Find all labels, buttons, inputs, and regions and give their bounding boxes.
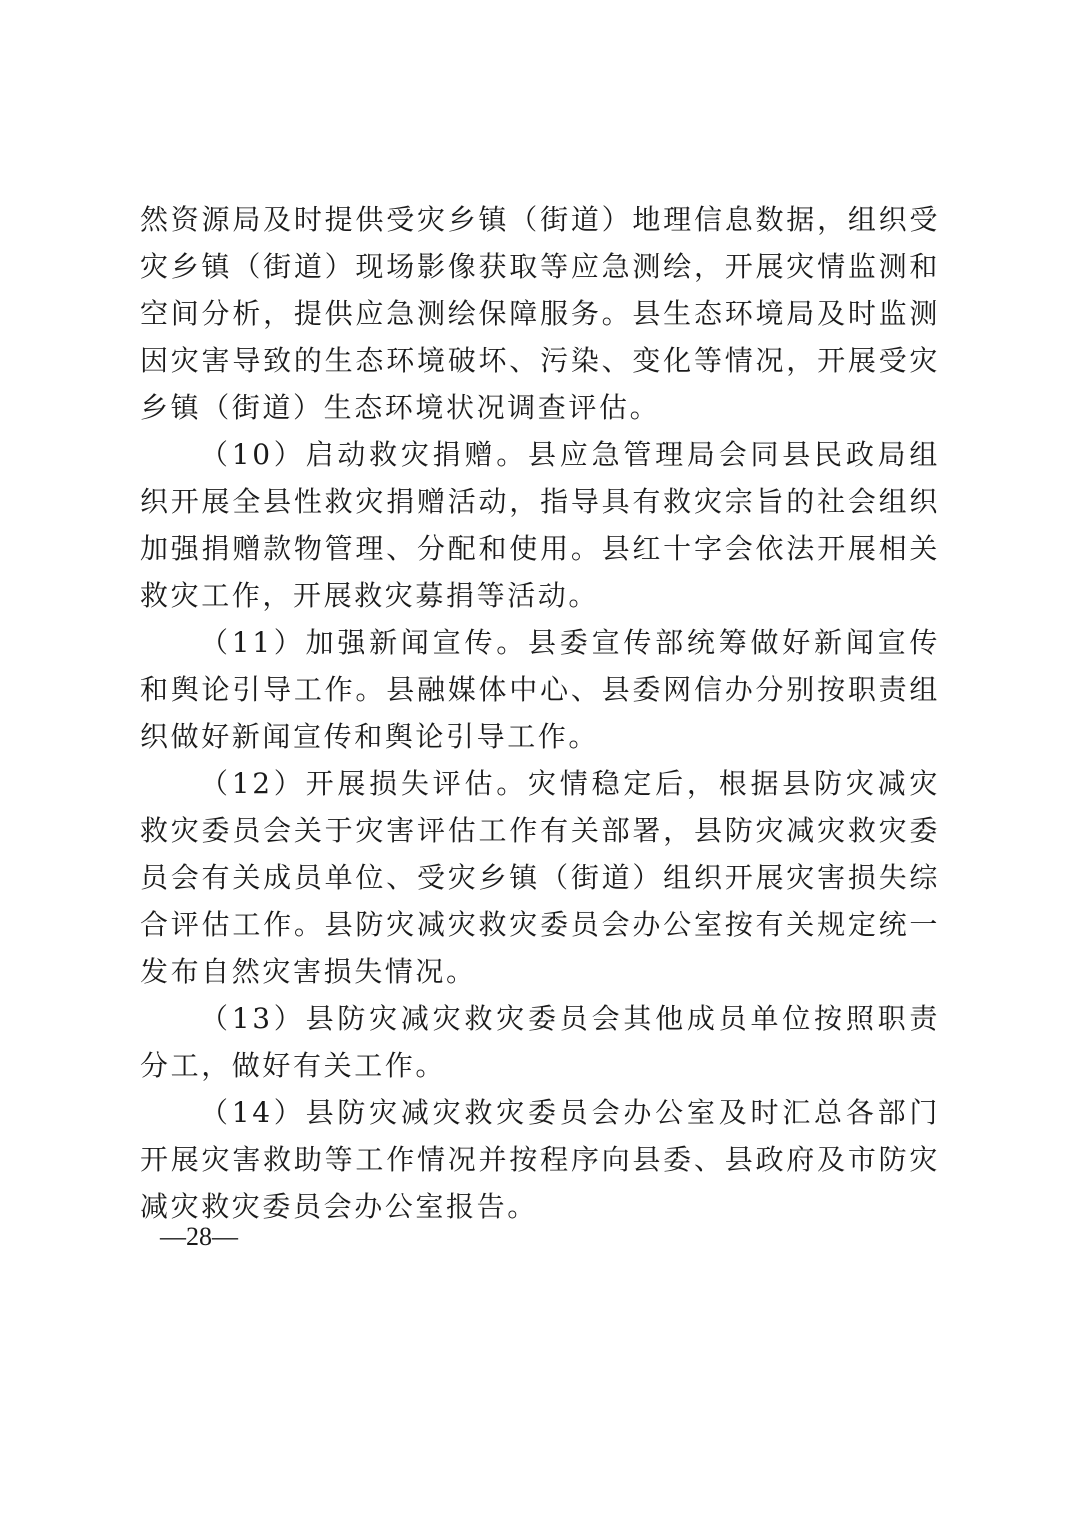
- paragraph-item-14: （14）县防灾减灾救灾委员会办公室及时汇总各部门开展灾害救助等工作情况并按程序向县委、县政府及市防灾减灾救灾委员会办公室报告。: [140, 1096, 940, 1223]
- paragraph-continuation: 然资源局及时提供受灾乡镇（街道）地理信息数据，组织受灾乡镇（街道）现场影像获取等应急测绘，开展灾情监测和空间分析，提供应急测绘保障服务。县生态环境局及时监测因灾害导致的生态环境破坏、污染、变化等情况，开展受灾乡镇（街道）生态环境状况调查评估。: [140, 203, 940, 424]
- page-number: —28—: [160, 1222, 238, 1251]
- paragraph-item-11: （11）加强新闻宣传。县委宣传部统筹做好新闻宣传和舆论引导工作。县融媒体中心、县委网信办分别按职责组织做好新闻宣传和舆论引导工作。: [140, 626, 940, 753]
- paragraph-item-12: （12）开展损失评估。灾情稳定后，根据县防灾减灾救灾委员会关于灾害评估工作有关部署，县防灾减灾救灾委员会有关成员单位、受灾乡镇（街道）组织开展灾害损失综合评估工作。县防灾减灾救灾委员会办公室按有关规定统一发布自然灾害损失情况。: [140, 767, 940, 988]
- paragraph-item-13: （13）县防灾减灾救灾委员会其他成员单位按照职责分工，做好有关工作。: [140, 1002, 940, 1082]
- document-body: [140, 196, 940, 1230]
- paragraph-item-10: （10）启动救灾捐赠。县应急管理局会同县民政局组织开展全县性救灾捐赠活动，指导具有救灾宗旨的社会组织加强捐赠款物管理、分配和使用。县红十字会依法开展相关救灾工作，开展救灾募捐等活动。: [140, 438, 940, 612]
